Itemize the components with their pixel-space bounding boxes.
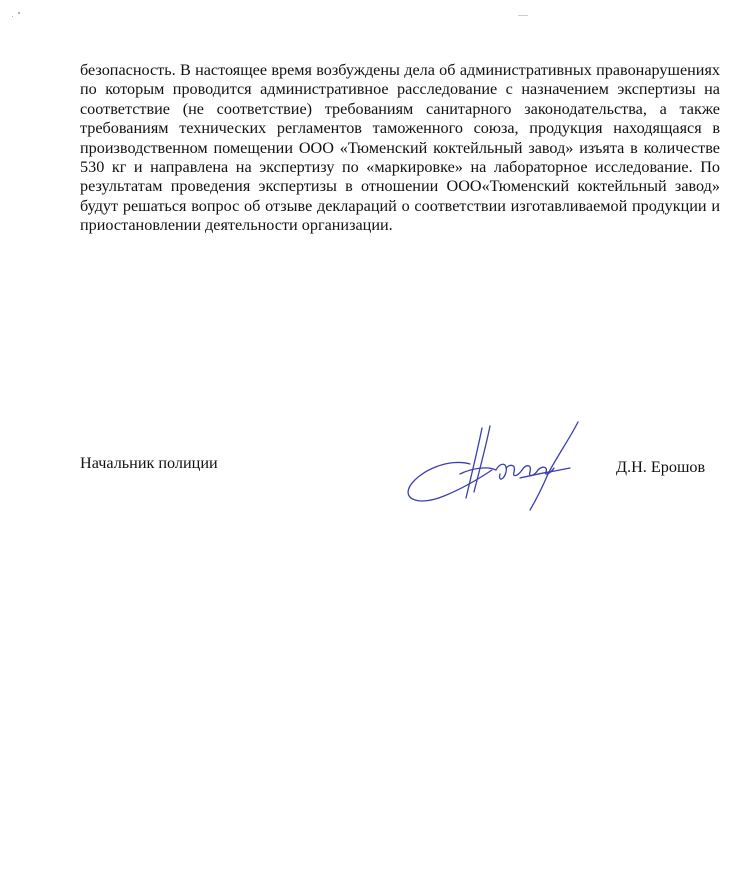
signer-position: Начальник полиции <box>80 454 218 472</box>
body-paragraph: безопасность. В настоящее время возбуждены дела об административных правонарушениях по которым проводится административное расследование с назначением экспертизы на соответствие (не соответствие) требованиям санитарного законодательства, а также требованиям технических регламентов таможенного союза, продукция находящаяся в производственном помещении ООО «Тюменский коктейльный завод» изъята в количестве 530 кг и направлена на экспертизу по «маркировке» на лабораторное исследование. По результатам проведения экспертизы в отношении ООО«Тюменский коктейльный завод» будут решаться вопрос об отзыве деклараций о соответствии изготавливаемой продукции и приостановлении деятельности организации. <box>80 61 720 235</box>
signer-name: Д.Н. Ерошов <box>616 458 706 476</box>
handwritten-signature <box>400 418 580 514</box>
